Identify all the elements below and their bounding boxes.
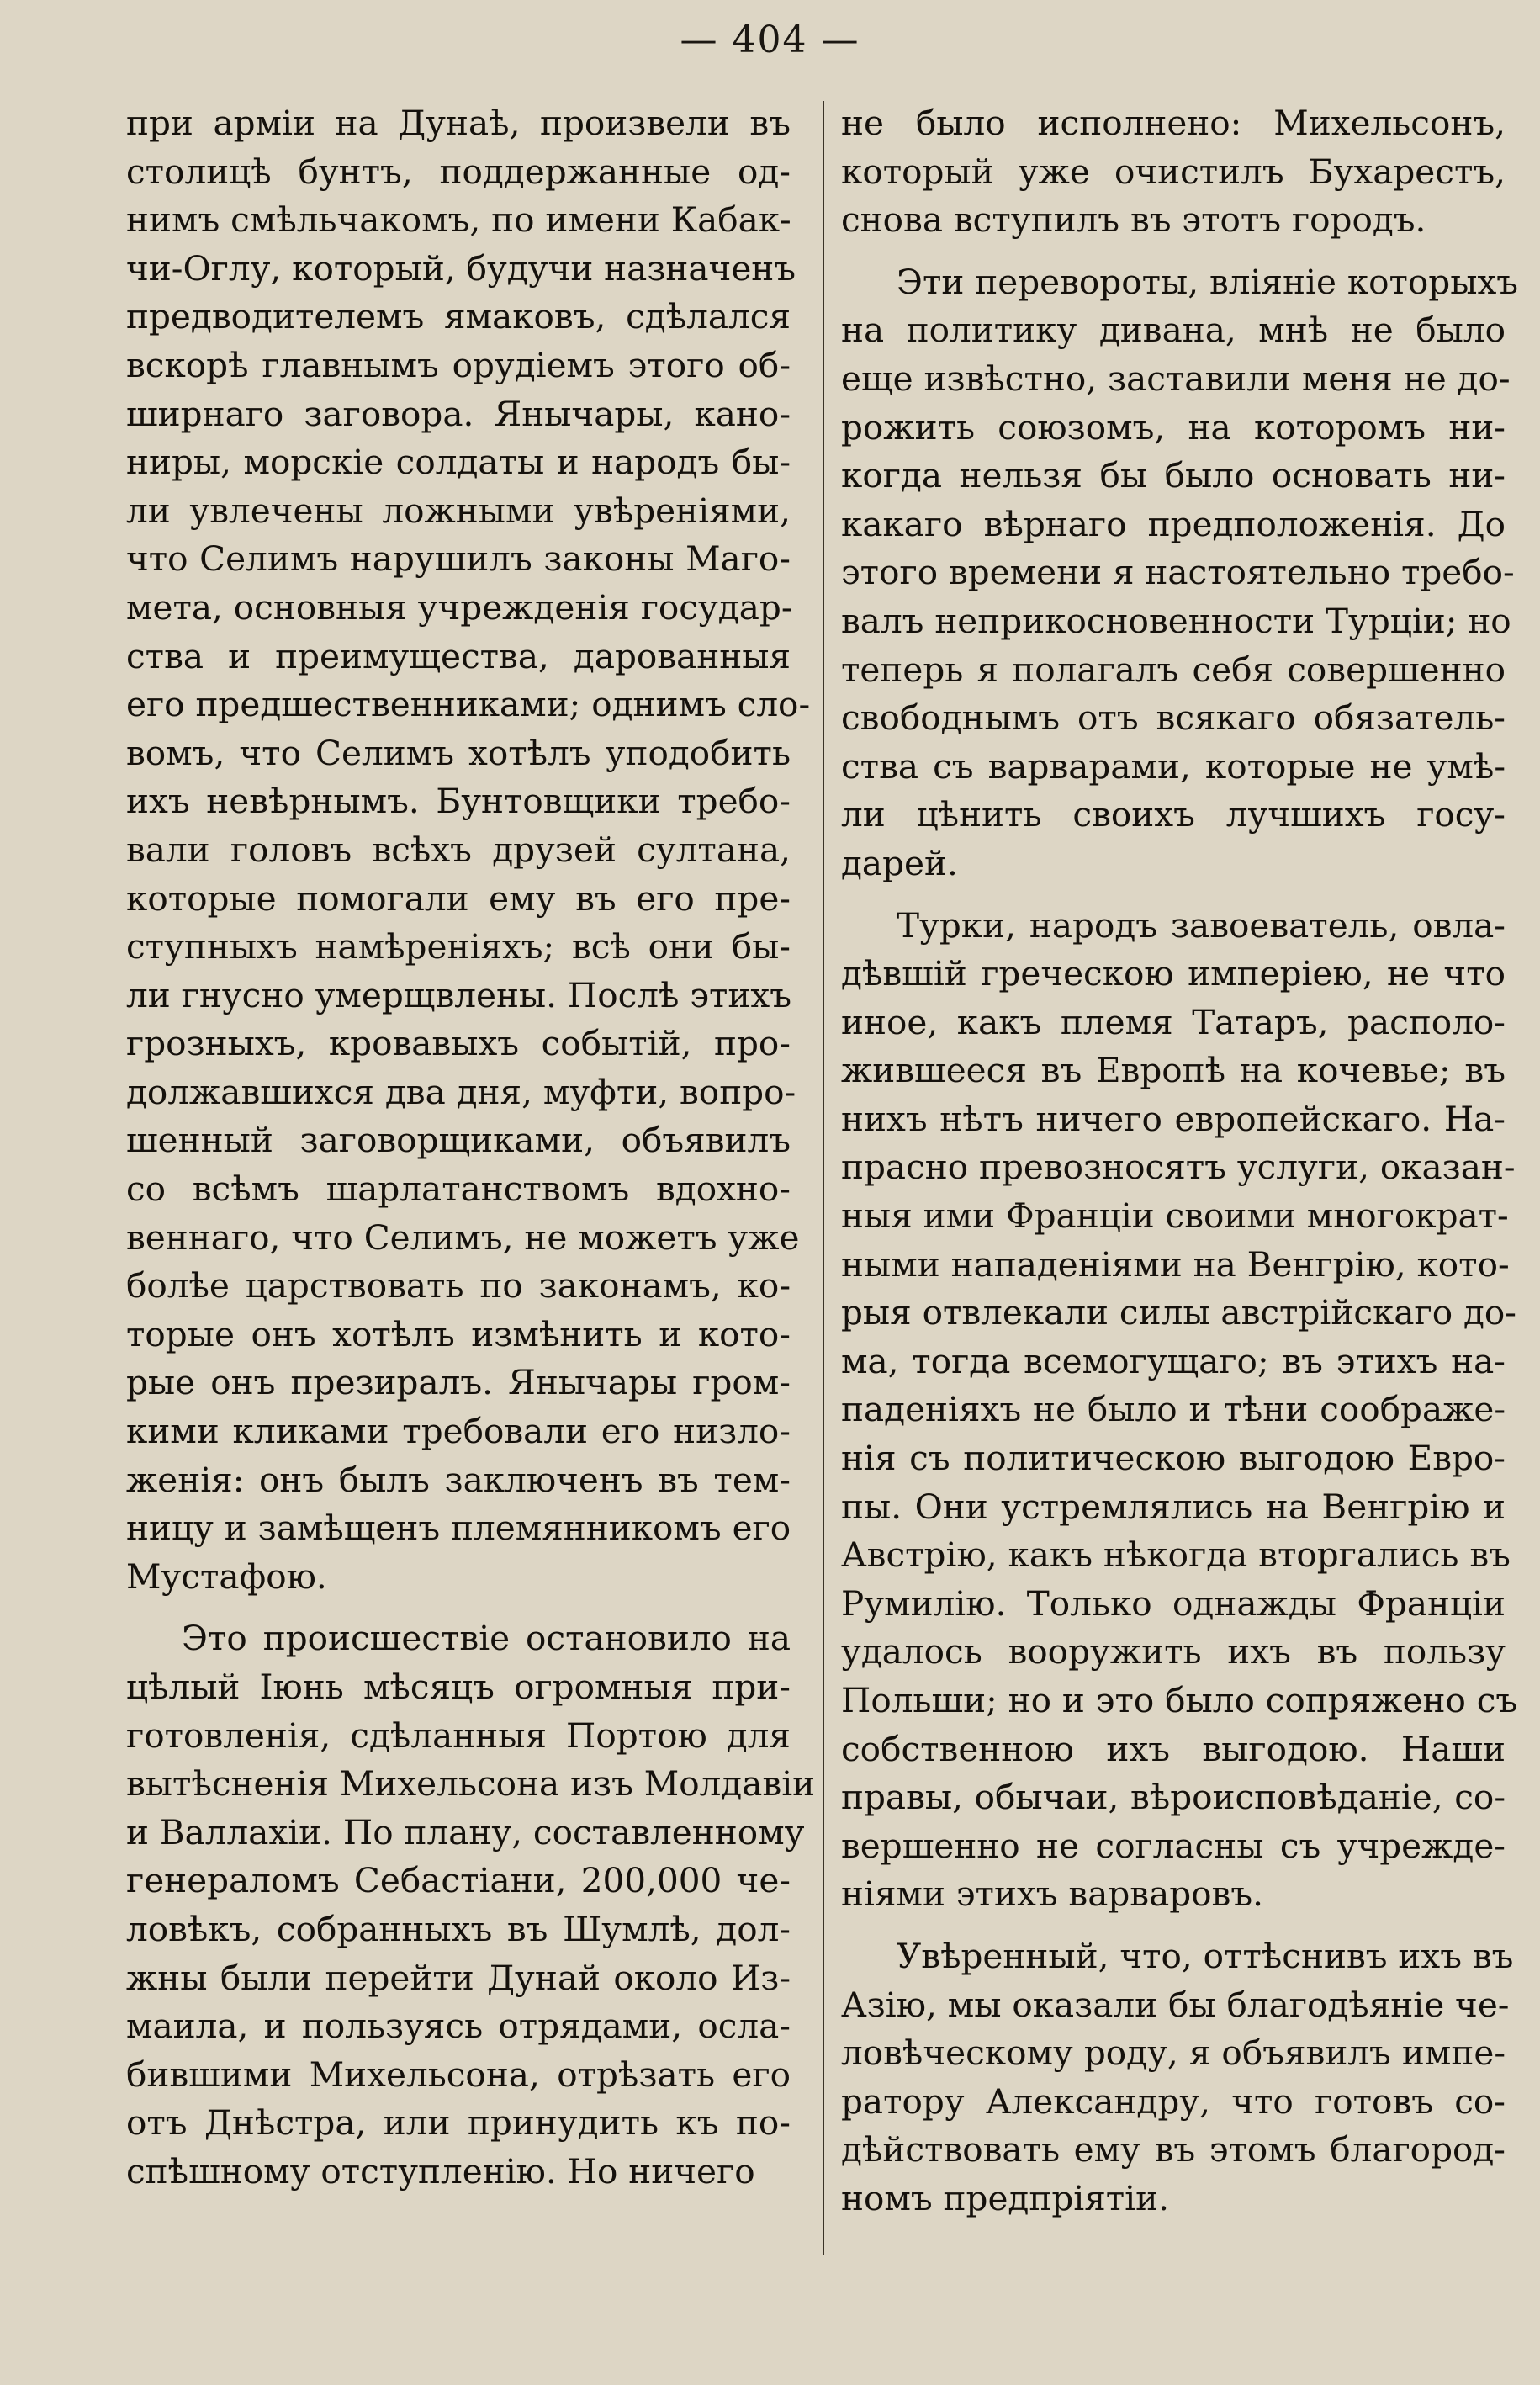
text-line: веннаго, что Селимъ, не можетъ уже — [126, 1216, 800, 1258]
text-line: прасно превозносятъ услуги, оказан- — [841, 1147, 1516, 1188]
text-line: грозныхъ, кровавыхъ событій, про- — [126, 1023, 791, 1064]
text-line: вомъ, что Селимъ хотѣлъ уподобить — [126, 732, 791, 773]
text-line: теперь я полагалъ себя совершенно — [841, 649, 1506, 690]
text-line: Польши; но и это было сопряжено съ — [841, 1680, 1518, 1720]
text-line: женія: онъ былъ заключенъ въ тем- — [126, 1459, 791, 1500]
text-line: пы. Они устремлялись на Венгрію и — [841, 1486, 1506, 1527]
text-line: готовленія, сдѣланныя Портою для — [126, 1715, 791, 1756]
text-line: ли гнусно умерщвлены. Послѣ этихъ — [126, 974, 792, 1015]
text-line: при арміи на Дунаѣ, произвели въ — [126, 103, 791, 143]
paragraph — [841, 1932, 1514, 2223]
text-line: Это происшествіе остановило на — [182, 1618, 791, 1659]
text-line: Эти перевороты, вліяніе которыхъ — [897, 261, 1519, 302]
text-line: нія съ политическою выгодою Евро- — [841, 1438, 1506, 1479]
text-line: нихъ нѣтъ ничего европейскаго. На- — [841, 1098, 1506, 1139]
text-line: цѣлый Іюнь мѣсяцъ огромныя при- — [126, 1667, 791, 1707]
text-line: чи-Оглу, который, будучи назначенъ — [126, 247, 796, 289]
column-divider — [823, 101, 824, 2255]
text-line: ступныхъ намѣреніяхъ; всѣ они бы- — [126, 926, 791, 967]
text-line: рыя отвлекали силы австрійскаго до- — [841, 1292, 1516, 1333]
text-line: удалось вооружить ихъ въ пользу — [841, 1631, 1506, 1672]
text-line: ными нападеніями на Венгрію, кото- — [841, 1243, 1510, 1285]
text-line: бившими Михельсона, отрѣзать его — [126, 2054, 791, 2095]
text-line: ратору Александру, что готовъ со- — [841, 2080, 1506, 2122]
text-line: ихъ невѣрнымъ. Бунтовщики требо- — [126, 781, 791, 822]
text-line: должавшихся два дня, муфти, вопро- — [126, 1071, 796, 1112]
text-line: ницу и замѣщенъ племянникомъ его — [126, 1508, 791, 1549]
text-line: болѣе царствовать по законамъ, ко- — [126, 1265, 791, 1306]
text-line: кими кликами требовали его низло- — [126, 1411, 791, 1452]
text-line: этого времени я настоятельно требо- — [841, 552, 1515, 593]
text-line: дѣвшій греческою имперіею, не что — [841, 953, 1506, 994]
text-line: Мустафою. — [126, 1556, 327, 1597]
paragraph — [841, 99, 1506, 245]
text-line: маила, и пользуясь отрядами, осла- — [126, 2006, 791, 2047]
right-column — [841, 99, 1519, 2223]
text-line: ства и преимущества, дарованныя — [126, 635, 791, 676]
text-line: столицѣ бунтъ, поддержанные од- — [126, 151, 791, 192]
text-line: предводителемъ ямаковъ, сдѣлался — [126, 296, 791, 337]
text-line: ли цѣнить своихъ лучшихъ госу- — [841, 794, 1506, 835]
text-line: который уже очистилъ Бухарестъ, — [841, 151, 1506, 192]
text-line: правы, обычаи, вѣроисповѣданіе, со- — [841, 1777, 1506, 1818]
text-line: со всѣмъ шарлатанствомъ вдохно- — [126, 1169, 791, 1210]
text-line: вали головъ всѣхъ друзей султана, — [126, 829, 791, 870]
text-line: ширнаго заговора. Янычары, кано- — [126, 393, 791, 434]
text-line: Турки, народъ завоеватель, овла- — [897, 904, 1506, 946]
text-line: шенный заговорщиками, объявилъ — [126, 1120, 791, 1161]
text-line: вытѣсненія Михельсона изъ Молдавіи — [126, 1763, 816, 1805]
text-line: дарей. — [841, 842, 958, 883]
text-line: вскорѣ главнымъ орудіемъ этого об- — [126, 344, 791, 385]
text-line: вершенно не согласны съ учрежде- — [841, 1825, 1506, 1866]
paragraph — [841, 258, 1519, 888]
text-line: торые онъ хотѣлъ измѣнить и кото- — [126, 1313, 791, 1354]
text-line: дѣйствовать ему въ этомъ благород- — [841, 2129, 1506, 2170]
text-line: когда нельзя бы было основать ни- — [841, 455, 1506, 496]
text-line: генераломъ Себастіани, 200,000 че- — [126, 1860, 791, 1901]
paragraph — [841, 902, 1518, 1919]
text-line: жны были перейти Дунай около Из- — [126, 1957, 791, 1998]
text-line: Увѣренный, что, оттѣснивъ ихъ въ — [897, 1935, 1514, 1976]
text-line: не было исполнено: Михельсонъ, — [841, 103, 1506, 143]
text-line: свободнымъ отъ всякаго обязатель- — [841, 697, 1506, 739]
text-line: какаго вѣрнаго предположенія. До — [841, 503, 1506, 544]
text-line: отъ Днѣстра, или принудить къ по- — [126, 2102, 791, 2144]
text-line: иное, какъ племя Татаръ, располо- — [841, 1001, 1506, 1042]
text-line: еще извѣстно, заставили меня не до- — [841, 358, 1511, 399]
text-line: валъ неприкосновенности Турціи; но — [841, 600, 1511, 641]
paragraph — [126, 99, 811, 1601]
text-line: снова вступилъ въ этотъ городъ. — [841, 199, 1426, 241]
text-line: Австрію, какъ нѣкогда вторгались въ — [841, 1534, 1511, 1576]
left-column — [126, 99, 816, 2197]
text-line: нимъ смѣльчакомъ, по имени Кабак- — [126, 199, 791, 241]
text-line: которые помогали ему въ его пре- — [126, 877, 791, 919]
page-number: — 404 — — [680, 19, 860, 61]
text-line: ства съ варварами, которые не умѣ- — [841, 745, 1506, 787]
text-line: собственною ихъ выгодою. Наши — [841, 1728, 1506, 1769]
text-line: и Валлахіи. По плану, составленному — [126, 1811, 805, 1852]
text-line: на политику дивана, мнѣ не было — [841, 310, 1506, 351]
text-line: паденіяхъ не было и тѣни соображе- — [841, 1389, 1506, 1430]
paragraph — [126, 1614, 816, 2196]
text-line: Румилію. Только однажды Франціи — [841, 1582, 1506, 1624]
text-line: рожить союзомъ, на которомъ ни- — [841, 406, 1506, 448]
text-line: ниры, морскіе солдаты и народъ бы- — [126, 442, 791, 483]
text-line: ныя ими Франціи своими многократ- — [841, 1195, 1509, 1237]
text-line: ловѣческому роду, я объявилъ импе- — [841, 2033, 1506, 2074]
text-line: жившееся въ Европѣ на кочевье; въ — [841, 1050, 1506, 1091]
text-line: спѣшному отступленію. Но ничего — [126, 2150, 755, 2192]
text-line: ніями этихъ варваровъ. — [841, 1874, 1263, 1915]
text-line: номъ предпріятіи. — [841, 2177, 1169, 2218]
text-line: Азію, мы оказали бы благодѣяніе че- — [841, 1984, 1510, 2025]
text-line: ловѣкъ, собранныхъ въ Шумлѣ, дол- — [126, 1908, 791, 1949]
text-line: мета, основныя учрежденія государ- — [126, 586, 793, 628]
text-line: ма, тогда всемогущаго; въ этихъ на- — [841, 1340, 1506, 1381]
text-line: рые онъ презиралъ. Янычары гром- — [126, 1362, 791, 1403]
text-line: ли увлечены ложными увѣреніями, — [126, 490, 791, 531]
text-line: его предшественниками; однимъ сло- — [126, 684, 811, 725]
text-line: что Селимъ нарушилъ законы Маго- — [126, 538, 791, 580]
